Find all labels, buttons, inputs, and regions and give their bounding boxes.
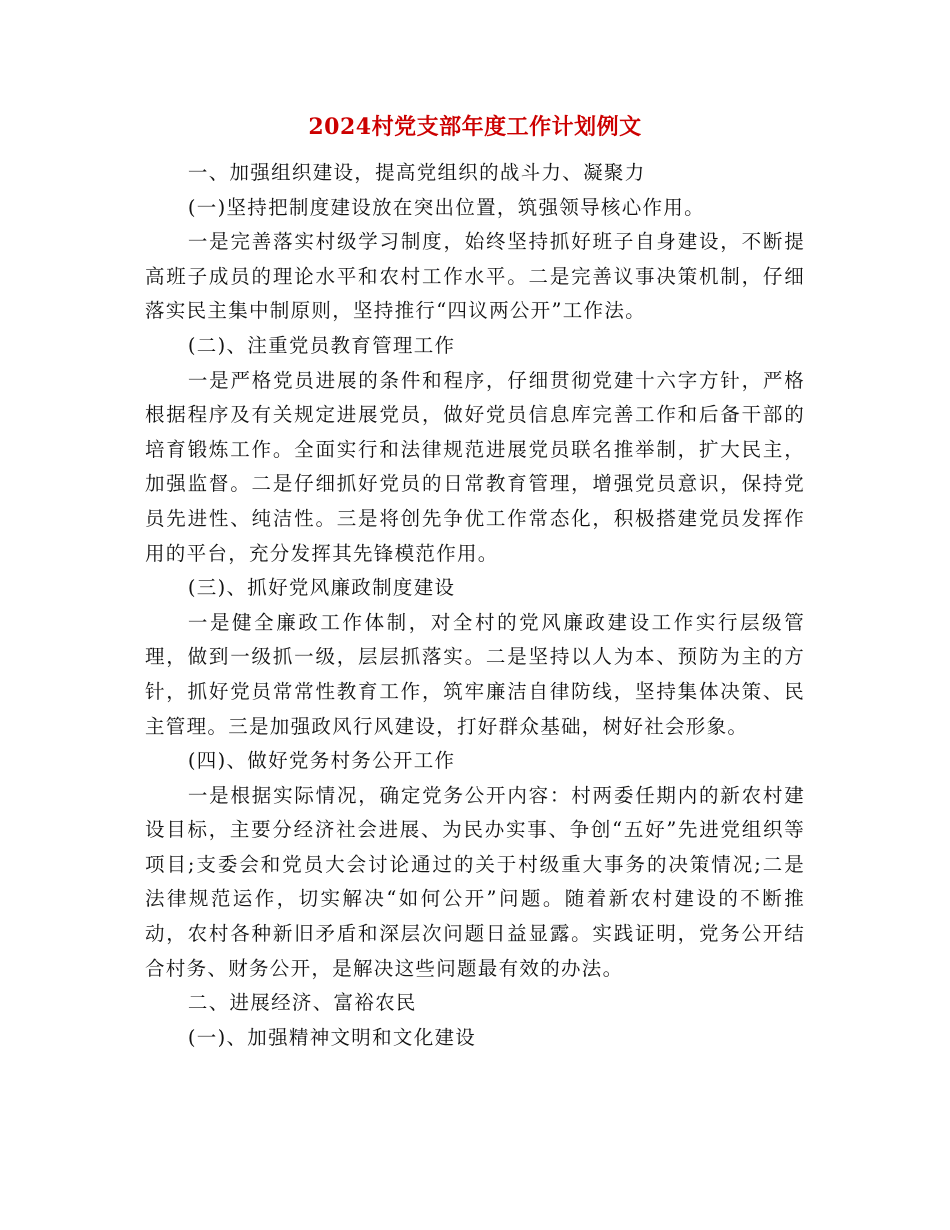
heading-section-2: 二、进展经济、富裕农民 (187, 991, 417, 1015)
subheading-1-1: (一)坚持把制度建设放在突出位置，筑强领导核心作用。 (187, 195, 705, 219)
subheading-1-3: (三)、抓好党风廉政制度建设 (187, 576, 456, 600)
subheading-2-1: (一)、加强精神文明和文化建设 (187, 1025, 477, 1049)
subheading-1-4: (四)、做好党务村务公开工作 (187, 749, 456, 773)
subheading-1-2: (二)、注重党员教育管理工作 (187, 333, 456, 357)
document-title: 2024村党支部年度工作计划例文 (308, 114, 642, 140)
paragraph-1-1: 一是完善落实村级学习制度，始终坚持抓好班子自身建设，不断提高班子成员的理论水平和农村工作水平。二是完善议事决策机制，仔细落实民主集中制原则，坚持推行“四议两公开”工作法。 (145, 230, 805, 323)
paragraph-1-4: 一是根据实际情况，确定党务公开内容：村两委任期内的新农村建设目标，主要分经济社会进展、为民办实事、争创“五好”先进党组织等项目;支委会和党员大会讨论通过的关于村级重大事务的决策情况;二是法律规范运作，切实解决“如何公开”问题。随着新农村建设的不断推动，农村各种新旧矛盾和深层次问题日益显露。实践证明，党务公开结合村务、财务公开，是解决这些问题最有效的办法。 (145, 783, 805, 980)
document-body (145, 156, 805, 1055)
paragraph-1-3: 一是健全廉政工作体制，对全村的党风廉政建设工作实行层级管理，做到一级抓一级，层层抓落实。二是坚持以人为本、预防为主的方针，抓好党员常常性教育工作，筑牢廉洁自律防线，坚持集体决策、民主管理。三是加强政风行风建设，打好群众基础，树好社会形象。 (145, 610, 805, 738)
paragraph-1-2: 一是严格党员进展的条件和程序，仔细贯彻党建十六字方针，严格根据程序及有关规定进展党员，做好党员信息库完善工作和后备干部的培育锻炼工作。全面实行和法律规范进展党员联名推举制，扩大民主，加强监督。二是仔细抓好党员的日常教育管理，增强党员意识，保持党员先进性、纯洁性。三是将创先争优工作常态化，积极搭建党员发挥作用的平台，充分发挥其先锋模范作用。 (145, 368, 805, 565)
heading-section-1: 一、加强组织建设，提高党组织的战斗力、凝聚力 (187, 161, 646, 184)
